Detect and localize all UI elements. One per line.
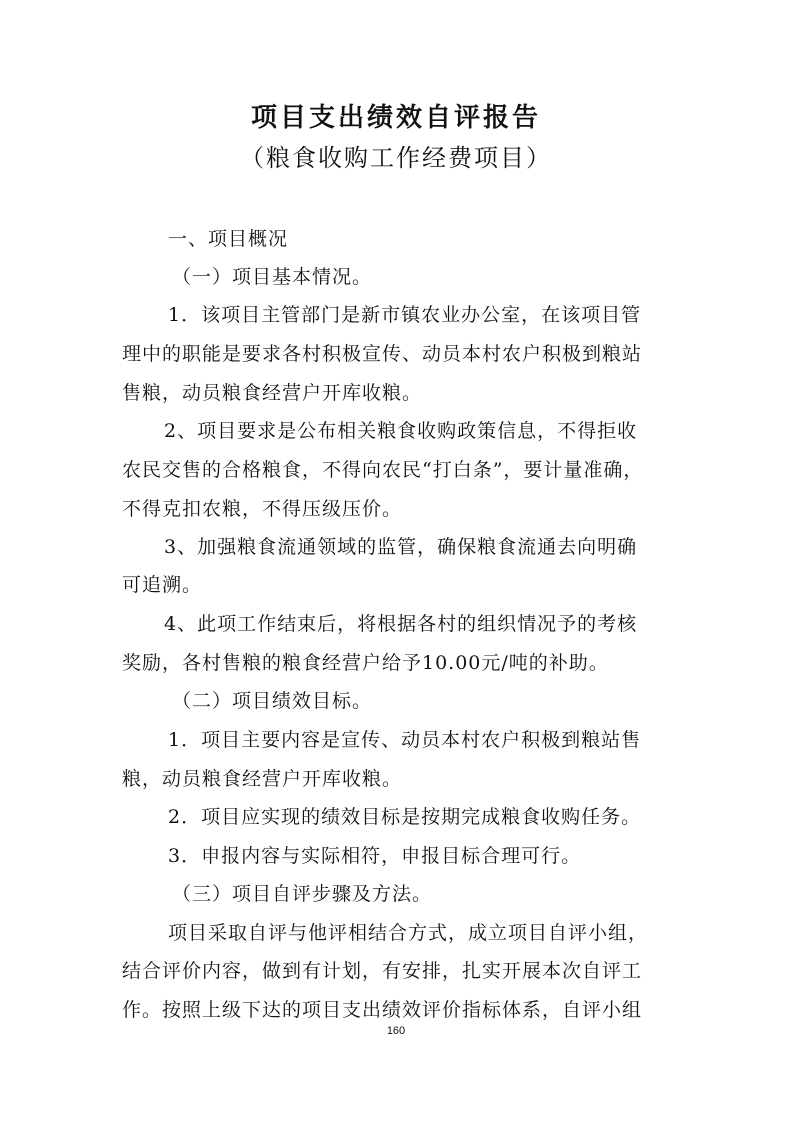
paragraph-line: 可追溯。 [122,574,203,596]
subsection-heading-method: （三）项目自评步骤及方法。 [172,883,433,905]
paragraph-line: 2、项目要求是公布相关粮食收购政策信息，不得拒收 [164,420,638,442]
paragraph-line: 奖励，各村售粮的粮食经营户给予10.00元/吨的补助。 [122,652,609,674]
paragraph-line: 作。按照上级下达的项目支出绩效评价指标体系，自评小组 [122,999,643,1021]
page-number: 160 [386,1025,406,1037]
paragraph-line: 售粮，动员粮食经营户开库收粮。 [122,382,423,404]
page-subtitle: （粮食收购工作经费项目） [240,144,552,172]
page-title: 项目支出绩效自评报告 [250,103,541,133]
paragraph-line: 3．申报内容与实际相符，申报目标合理可行。 [168,845,582,867]
paragraph-line: 粮，动员粮食经营户开库收粮。 [122,768,403,790]
paragraph-line: 项目采取自评与他评相结合方式，成立项目自评小组， [168,922,649,944]
paragraph-line: 2．项目应实现的绩效目标是按期完成粮食收购任务。 [168,806,642,828]
paragraph-line: 农民交售的合格粮食，不得向农民“打白条”，要计量准确， [122,459,644,481]
paragraph-line: 4、此项工作结束后，将根据各村的组织情况予的考核 [164,613,638,635]
paragraph-line: 1．该项目主管部门是新市镇农业办公室，在该项目管 [168,304,642,326]
paragraph-line: 3、加强粮食流通领域的监管，确保粮食流通去向明确 [164,536,638,558]
subsection-heading-basic: （一）项目基本情况。 [172,266,373,288]
paragraph-line: 1．项目主要内容是宣传、动员本村农户积极到粮站售 [168,729,642,751]
paragraph-line: 不得克扣农粮，不得压级压价。 [122,498,403,520]
paragraph-line: 理中的职能是要求各村积极宣传、动员本村农户积极到粮站 [122,343,643,365]
paragraph-line: 结合评价内容，做到有计划，有安排，扎实开展本次自评工 [122,960,643,982]
section-heading-overview: 一、项目概况 [168,228,289,250]
subsection-heading-goals: （二）项目绩效目标。 [172,690,373,712]
